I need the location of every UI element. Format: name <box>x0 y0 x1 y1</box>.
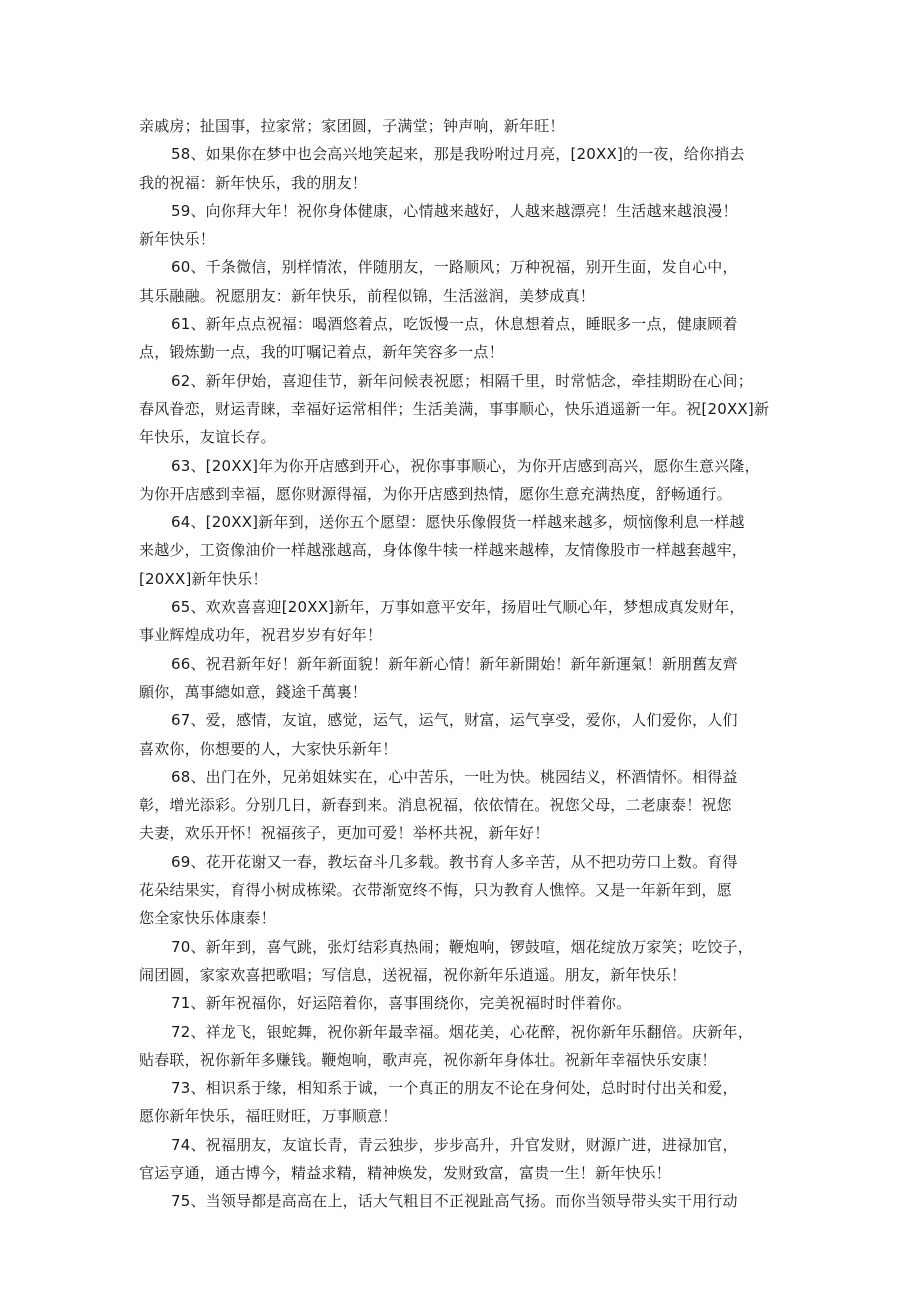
text-line: 新年快乐！ <box>139 230 216 249</box>
text-line: 花朵结果实，育得小树成栋梁。衣带渐宽终不悔，只为教育人憔悴。又是一年新年到，愿 <box>139 881 732 900</box>
text-line: 亲戚房；扯国事，拉家常；家团圆，子满堂；钟声响，新年旺！ <box>139 117 565 135</box>
text-line: 72、祥龙飞，银蛇舞，祝你新年最幸福。烟花美，心花醉，祝你新年乐翻倍。庆新年， <box>171 1022 753 1041</box>
text-line: 67、爱，感情，友谊，感觉，运气，运气，财富，运气享受，爱你，人们爱你，人们 <box>171 711 738 730</box>
text-line: 为你开店感到幸福，愿你财源得福，为你开店感到热情，愿你生意充满热度，舒畅通行。 <box>139 484 732 503</box>
document-body <box>139 112 779 1216</box>
text-line: 70、新年到，喜气跳，张灯结彩真热闹；鞭炮响，锣鼓喧，烟花绽放万家笑；吃饺子， <box>171 937 753 956</box>
text-line: 年快乐，友谊长存。 <box>139 428 276 447</box>
text-line: 59、向你拜大年！祝你身体健康，心情越来越好，人越来越漂亮！生活越来越浪漫！ <box>171 201 738 220</box>
text-line: 喜欢你，你想要的人，大家快乐新年！ <box>139 739 398 758</box>
text-line: 73、相识系于缘，相知系于诚，一个真正的朋友不论在身何处，总时时付出关和爱， <box>171 1079 738 1098</box>
text-line: [20XX]新年快乐！ <box>139 569 268 588</box>
text-line: 60、千条微信，别样情浓，伴随朋友，一路顺风；万种祝福，别开生面，发自心中， <box>171 258 738 277</box>
text-line: 您全家快乐体康泰！ <box>139 909 276 928</box>
text-line: 官运亨通，通古博今，精益求精，精神焕发，发财致富，富贵一生！新年快乐！ <box>139 1163 672 1182</box>
text-line: 63、[20XX]年为你开店感到开心，祝你事事顺心，为你开店感到高兴，愿你生意兴隆， <box>171 456 760 475</box>
text-line: 61、新年点点祝福：喝酒悠着点，吃饭慢一点，休息想着点，睡眠多一点，健康顾着 <box>171 315 738 334</box>
text-line: 夫妻，欢乐开怀！祝福孩子，更加可爱！举杯共祝，新年好！ <box>139 824 550 843</box>
text-line: 愿你新年快乐，福旺财旺，万事顺意！ <box>139 1107 398 1126</box>
text-line: 66、祝君新年好！新年新面貌！新年新心情！新年新開始！新年新運氣！新朋舊友齊 <box>171 654 738 673</box>
text-line: 闹团圆，家家欢喜把歌唱；写信息，送祝福，祝你新年乐逍遥。朋友，新年快乐！ <box>139 965 687 984</box>
text-line: 春风眷恋，财运青睐，幸福好运常相伴；生活美满，事事顺心，快乐逍遥新一年。祝[20XX]新 <box>139 399 770 418</box>
text-line: 点，锻炼勤一点，我的叮嘱记着点，新年笑容多一点！ <box>139 343 504 362</box>
text-line: 64、[20XX]新年到，送你五个愿望：愿快乐像假货一样越来越多，烦恼像利息一样越 <box>171 513 745 532</box>
text-line: 贴春联，祝你新年多赚钱。鞭炮响，歌声亮，祝你新年身体壮。祝新年幸福快乐安康！ <box>139 1050 717 1069</box>
text-line: 68、出门在外，兄弟姐妹实在，心中苦乐，一吐为快。桃园结义，杯酒情怀。相得益 <box>171 767 738 786</box>
text-line: 65、欢欢喜喜迎[20XX]新年，万事如意平安年，扬眉吐气顺心年，梦想成真发财年， <box>171 598 745 617</box>
text-line: 69、花开花谢又一春，教坛奋斗几多载。教书育人多辛苦，从不把功劳口上数。育得 <box>171 852 738 871</box>
text-line: 71、新年祝福你，好运陪着你，喜事围绕你，完美祝福时时伴着你。 <box>171 994 632 1013</box>
text-line: 彰，增光添彩。分别几日，新春到来。消息祝福，依依情在。祝您父母，二老康泰！祝您 <box>139 796 732 815</box>
text-line: 58、如果你在梦中也会高兴地笑起来，那是我吩咐过月亮，[20XX]的一夜，给你捎去 <box>171 145 745 164</box>
text-line: 62、新年伊始，喜迎佳节，新年问候表祝愿；相隔千里，时常惦念，牵挂期盼在心间； <box>171 371 753 390</box>
text-line: 75、当领导都是高高在上，话大气粗目不正视趾高气扬。而你当领导带头实干用行动 <box>171 1192 738 1211</box>
text-line: 我的祝福：新年快乐，我的朋友！ <box>139 173 368 192</box>
text-line: 74、祝福朋友，友谊长青，青云独步，步步高升，升官发财，财源广进，进禄加官， <box>171 1135 738 1154</box>
text-line: 事业辉煌成功年，祝君岁岁有好年！ <box>139 626 383 645</box>
text-line: 来越少，工资像油价一样越涨越高，身体像牛犊一样越来越棒，友情像股市一样越套越牢， <box>139 541 748 560</box>
text-line: 其乐融融。祝愿朋友：新年快乐，前程似锦，生活滋润，美梦成真！ <box>139 286 596 305</box>
text-line: 願你，萬事總如意，錢途千萬裏！ <box>139 682 368 701</box>
